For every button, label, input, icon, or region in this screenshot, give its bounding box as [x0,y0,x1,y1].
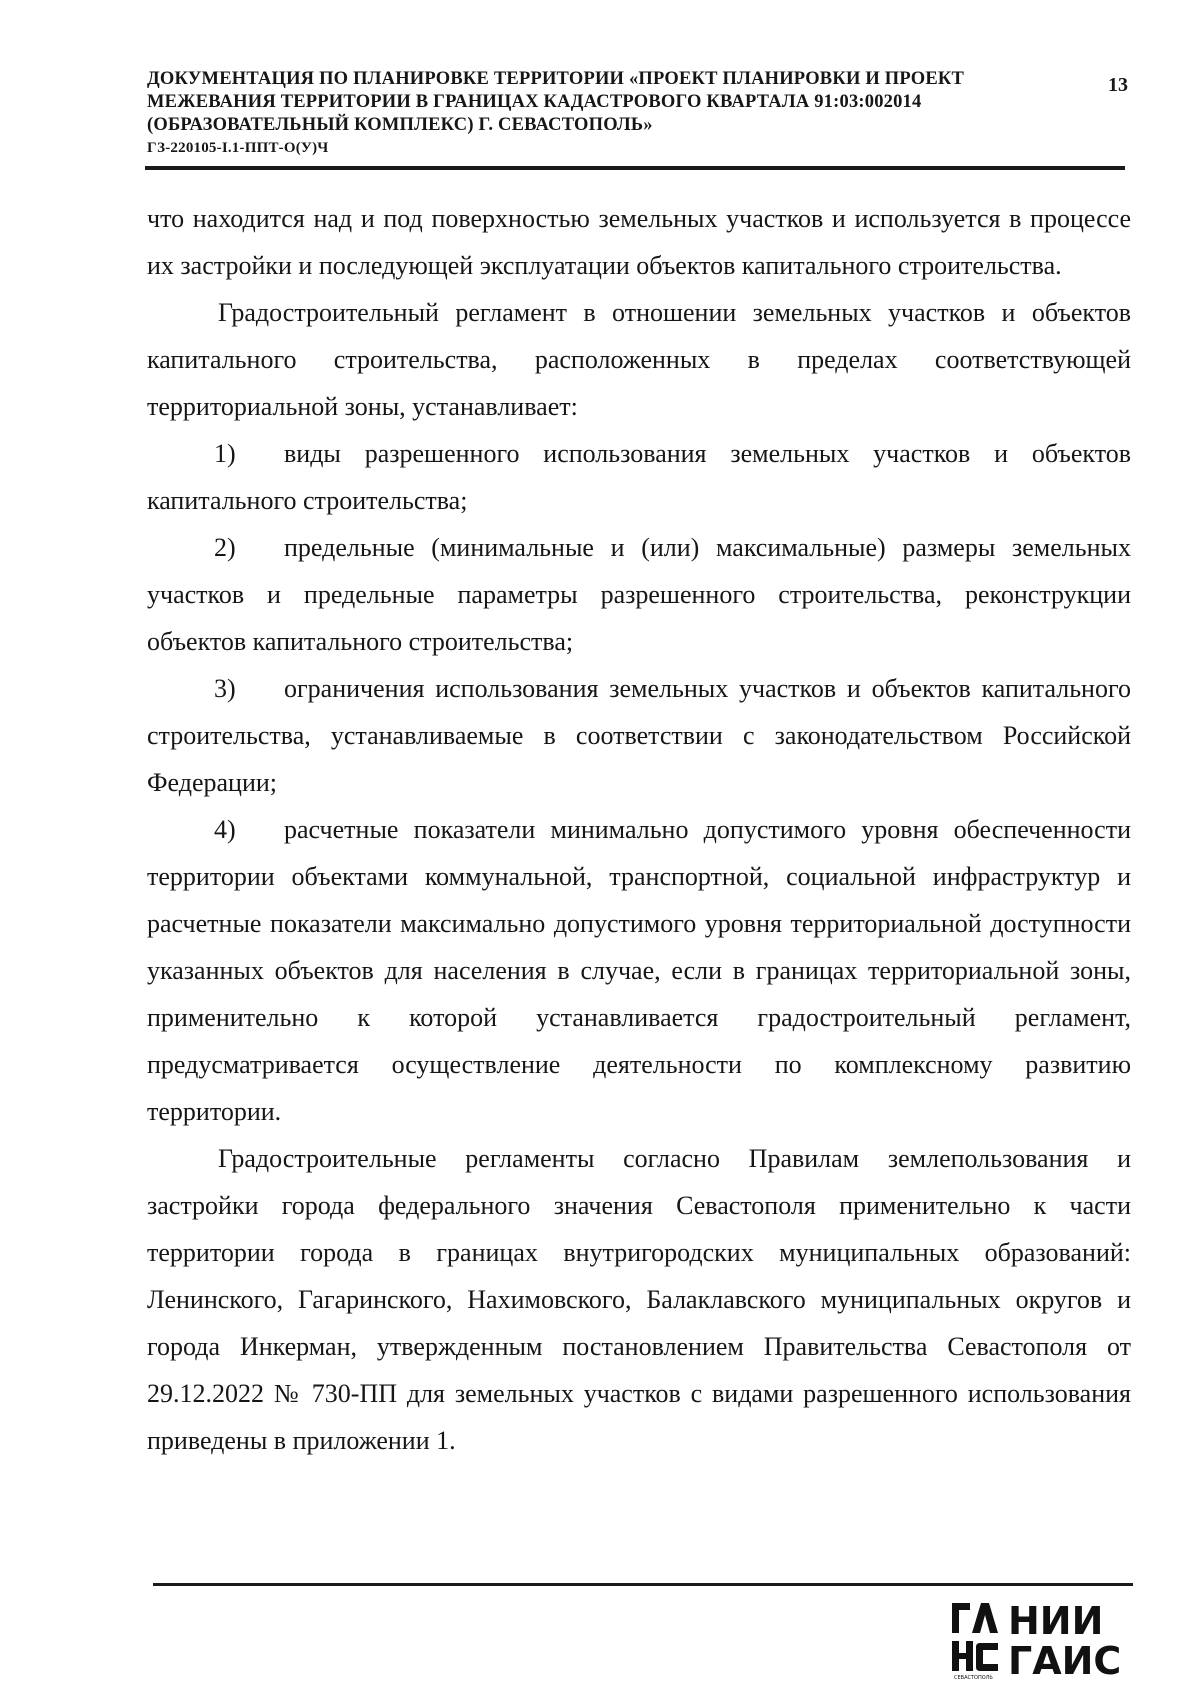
logo-text-top: НИИ [1008,1599,1104,1643]
list-item-number: 3) [214,674,236,703]
paragraph-2: Градостроительный регламент в отношении земельных участков и объектов капитального строительства, расположенных в пределах соответствующей территориальной зоны, устанавливает: [147,298,1131,421]
list-item-text: предельные (минимальные и (или) максимальные) размеры земельных участков и предельные параметры разрешенного строительства, реконструкции объектов капитального строительства; [147,533,1131,656]
list-item-number: 4) [214,815,236,844]
footer-divider [153,1583,1133,1586]
logo-text-bottom: ГАИС [1008,1639,1122,1681]
list-item [147,665,1131,806]
list-item [147,524,1131,665]
header-title-line-2: МЕЖЕВАНИЯ ТЕРРИТОРИИ В ГРАНИЦАХ КАДАСТРОВОГО КВАРТАЛА 91:03:002014 [147,92,922,112]
document-body [147,195,1131,1464]
paragraph-3: Градостроительные регламенты согласно Правилам землепользования и застройки города федерального значения Севастополя применительно к части территории города в границах внутригородских муниципальных образований: Ленинского, Гагаринского, Нахимовского, Балаклавского муниципальных округов и города Инкерман, утвержденным постановлением Правительства Севастополя от 29.12.2022 № 730-ПП для земельных участков с видами разрешенного использования приведены в приложении 1. [147,1144,1131,1455]
list-item-text: виды разрешенного использования земельных участков и объектов капитального строительства; [147,439,1131,515]
header-title-line-3: (ОБРАЗОВАТЕЛЬНЫЙ КОМПЛЕКС) Г. СЕВАСТОПОЛЬ» [147,115,653,135]
list-item-number: 1) [214,439,236,468]
document-code: ГЗ-220105-I.1-ППТ-О(У)Ч [147,140,329,156]
page-number: 13 [1108,74,1128,96]
header-title-line-1: ДОКУМЕНТАЦИЯ ПО ПЛАНИРОВКЕ ТЕРРИТОРИИ «ПРОЕКТ ПЛАНИРОВКИ И ПРОЕКТ [147,69,965,89]
document-header [147,68,987,159]
niigais-logo [950,1597,1140,1681]
list-item [147,430,1131,524]
logo-caption: СЕВАСТОПОЛЬ [954,1675,993,1681]
list-item [147,806,1131,1135]
list-item-text: расчетные показатели минимально допустимого уровня обеспеченности территории объектами коммунальной, транспортной, социальной инфраструктур и расчетные показатели максимально допустимого уровня территориальной доступности указанных объектов для населения в случае, если в границах территориальной зоны, применительно к которой устанавливается градостроительный регламент, предусматривается осуществление деятельности по комплексному развитию территории. [147,815,1131,1126]
list-item-text: ограничения использования земельных участков и объектов капитального строительства, устанавливаемые в соответствии с законодательством Российской Федерации; [147,674,1131,797]
paragraph-1: что находится над и под поверхностью земельных участков и используется в процессе их застройки и последующей эксплуатации объектов капитального строительства. [147,204,1131,280]
header-divider [145,166,1125,170]
list-item-number: 2) [214,533,236,562]
